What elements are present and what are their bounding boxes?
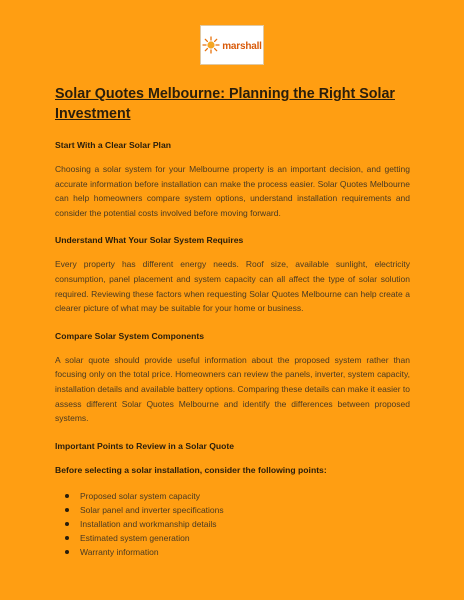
section-heading: Compare Solar System Components: [55, 330, 204, 341]
list-item: [55, 517, 410, 531]
list-item: [55, 489, 410, 503]
checklist: [55, 489, 410, 559]
list-item: [55, 545, 410, 559]
section-paragraph: Choosing a solar system for your Melbourne property is an important decision, and getting accurate information before installation can make the process easier. Solar Quotes Melbourne can help homeowners compare system options, understand installation requirements and consider the potential costs involved before moving forward.: [55, 164, 410, 218]
section-heading: Important Points to Review in a Solar Quote: [55, 440, 235, 451]
section-heading: Start With a Clear Solar Plan: [55, 140, 171, 150]
bullet-icon: [65, 536, 69, 540]
bullet-icon: [65, 508, 69, 512]
list-item-text: Warranty information: [80, 546, 159, 557]
section-paragraph: A solar quote should provide useful information about the proposed system rather than focusing only on the total price. Homeowners can review the panels, inverter, system capacity, installation details and available battery options. Comparing these details can make it easier to assess different Solar Quotes Melbourne and identify the differences between proposed systems.: [55, 354, 410, 424]
bullet-icon: [65, 494, 69, 498]
list-item-text: Solar panel and inverter specifications: [80, 504, 224, 515]
company-logo: [200, 25, 264, 65]
list-item-text: Proposed solar system capacity: [80, 490, 200, 501]
document-body: [55, 84, 410, 559]
list-item-text: Estimated system generation: [80, 532, 190, 543]
section-heading: Understand What Your Solar System Requires: [55, 235, 244, 246]
page-title: Solar Quotes Melbourne: Planning the Right Solar Investment: [55, 86, 395, 122]
list-item: [55, 531, 410, 545]
bullet-icon: [65, 522, 69, 526]
bullet-icon: [65, 550, 69, 554]
logo-text: marshall: [222, 41, 262, 52]
list-item-text: Installation and workmanship details: [80, 518, 217, 529]
section-paragraph: Every property has different energy needs. Roof size, available sunlight, electricity consumption, panel placement and system capacity can all affect the type of solar solution required. Reviewing these factors when requesting Solar Quotes Melbourne can help create a clearer picture of what may be suitable for your home or business.: [55, 259, 410, 314]
list-item: [55, 503, 410, 517]
logo-wordmark: [222, 36, 262, 54]
list-intro: Before selecting a solar installation, consider the following points:: [55, 464, 327, 475]
sun-icon: [202, 36, 220, 54]
